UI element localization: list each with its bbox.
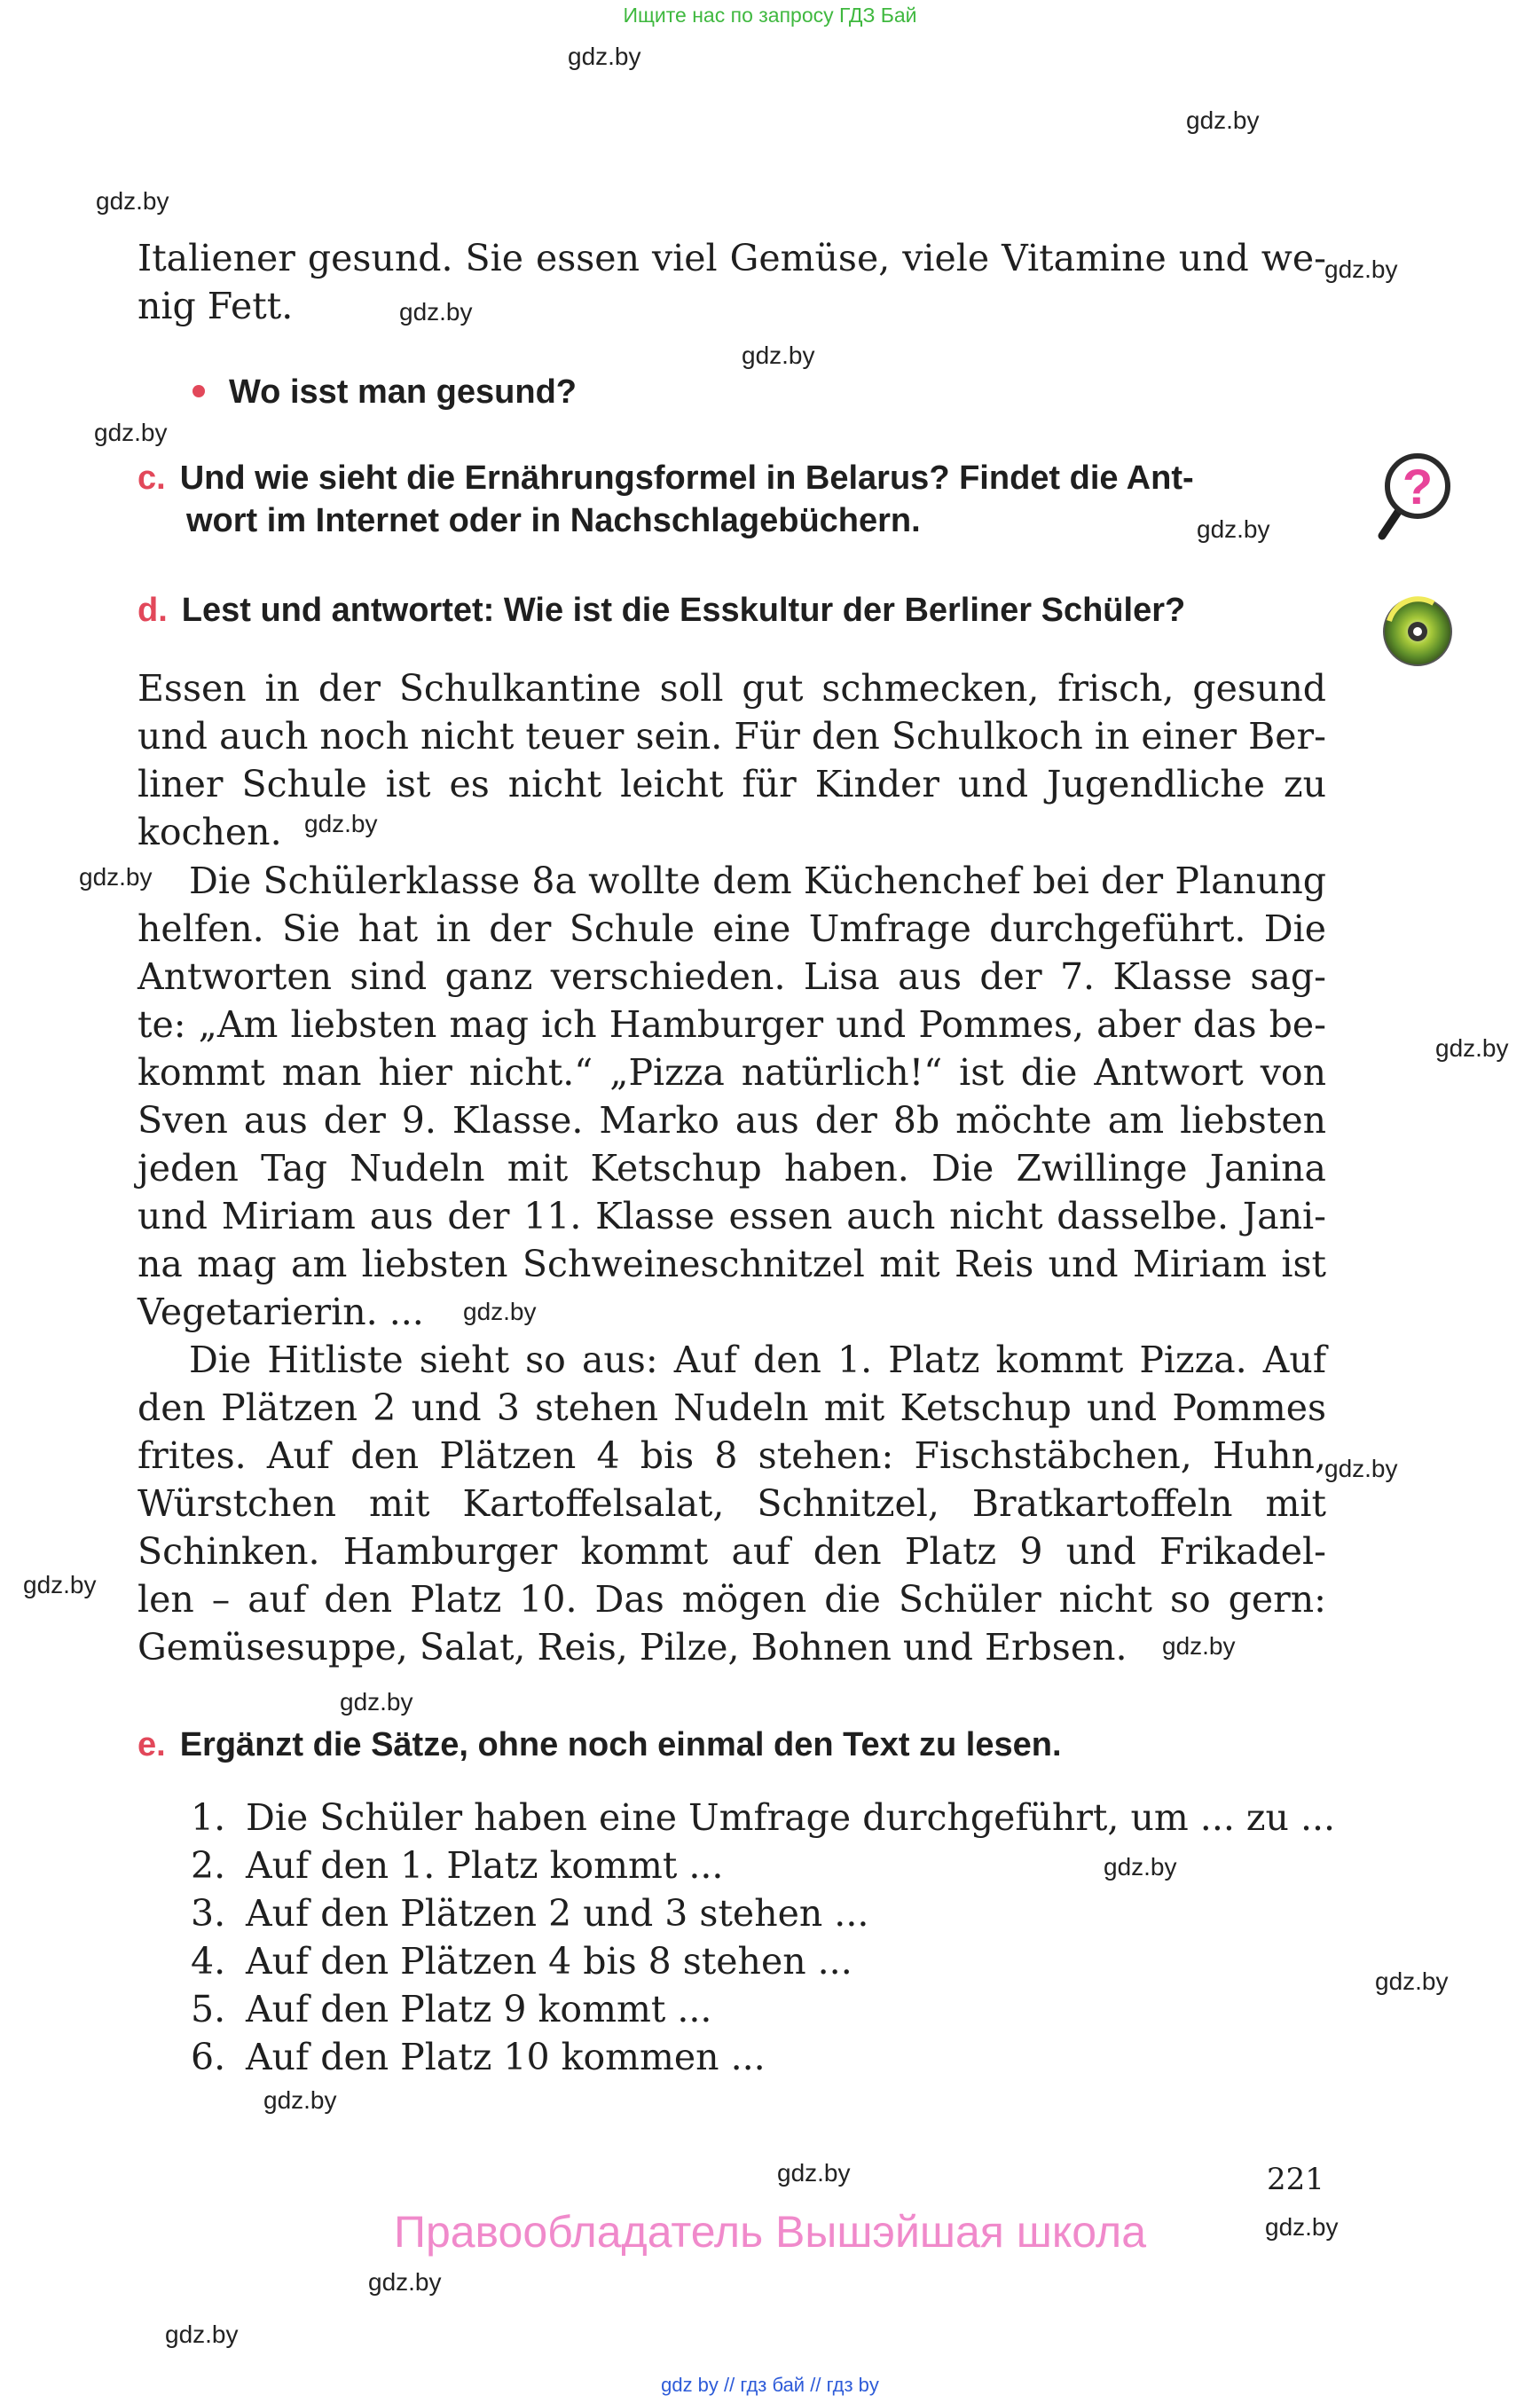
text-line: Vegetarierin. ...	[138, 1291, 424, 1333]
watermark: gdz.by	[1162, 1632, 1236, 1660]
list-number: 4.	[191, 1940, 226, 1983]
watermark: gdz.by	[742, 342, 815, 369]
task-letter: c.	[138, 459, 166, 497]
task-d-text: Lest und antwortet: Wie ist die Esskultur der Berliner Schüler?	[181, 592, 1186, 629]
task-d	[138, 589, 1185, 632]
link-gdz-bai[interactable]: гдз бай	[740, 2374, 805, 2396]
text-line: Gemüsesuppe, Salat, Reis, Pilze, Bohnen und Erbsen.	[138, 1626, 1128, 1669]
text-line: te: „Am liebsten mag ich Hamburger und Pommes, aber das be-	[138, 1003, 1326, 1046]
text-line: helfen. Sie hat in der Schule eine Umfrage durchgeführt. Die	[138, 907, 1326, 950]
watermark: gdz.by	[79, 863, 153, 891]
watermark: gdz.by	[1324, 1455, 1398, 1482]
list-text: Auf den Plätzen 4 bis 8 stehen ...	[246, 1940, 852, 1983]
text-line: Schinken. Hamburger kommt auf den Platz 9 und Frikadel-	[138, 1530, 1326, 1573]
page-number: 221	[1267, 2162, 1324, 2197]
text-line: Sven aus der 9. Klasse. Marko aus der 8b möchte am liebsten	[138, 1099, 1326, 1142]
text-line: und Miriam aus der 11. Klasse essen auch nicht dasselbe. Jani-	[138, 1195, 1326, 1237]
list-text: Auf den Platz 9 kommt ...	[246, 1988, 712, 2030]
list-item	[191, 1794, 1335, 1842]
text-line: Würstchen mit Kartoffelsalat, Schnitzel, Bratkartoffeln mit	[138, 1482, 1326, 1525]
watermark: gdz.by	[23, 1571, 97, 1598]
watermark: gdz.by	[1265, 2213, 1339, 2241]
watermark: gdz.by	[368, 2268, 442, 2296]
watermark: gdz.by	[340, 1688, 413, 1716]
text-line: Die Schülerklasse 8a wollte dem Küchenchef bei der Planung	[189, 860, 1326, 902]
list-number: 1.	[191, 1796, 226, 1839]
copyright-footer: Правообладатель Вышэйшая школа	[394, 2207, 1146, 2257]
bullet-dot	[192, 385, 205, 397]
watermark: gdz.by	[1104, 1853, 1177, 1881]
task-e	[138, 1724, 1062, 1766]
link-separator: //	[810, 2374, 821, 2396]
watermark: gdz.by	[1435, 1034, 1509, 1062]
watermark: gdz.by	[1375, 1967, 1449, 1995]
header-note: Ищите нас по запросу ГДЗ Бай	[623, 4, 917, 27]
list-text: Auf den 1. Platz kommt ...	[246, 1844, 724, 1887]
task-letter: e.	[138, 1726, 166, 1763]
task-e-text: Ergänzt die Sätze, ohne noch einmal den Text zu lesen.	[179, 1726, 1062, 1763]
text-line: frites. Auf den Plätzen 4 bis 8 stehen: Fischstäbchen, Huhn,	[138, 1434, 1326, 1477]
text-line: liner Schule ist es nicht leicht für Kinder und Jugendliche zu	[138, 763, 1326, 805]
watermark: gdz.by	[568, 43, 641, 70]
list-number: 6.	[191, 2036, 226, 2078]
task-c	[138, 457, 1194, 499]
watermark: gdz.by	[1324, 255, 1398, 283]
list-number: 5.	[191, 1988, 226, 2030]
watermark: gdz.by	[165, 2321, 239, 2348]
watermark: gdz.by	[777, 2159, 851, 2187]
text-line: len – auf den Platz 10. Das mögen die Schüler nicht so gern:	[138, 1578, 1326, 1621]
list-number: 3.	[191, 1892, 226, 1935]
cd-audio-icon	[1380, 594, 1455, 669]
svg-text:?: ?	[1402, 459, 1434, 514]
list-number: 2.	[191, 1844, 226, 1887]
watermark: gdz.by	[304, 810, 378, 837]
list-text: Auf den Platz 10 kommen ...	[246, 2036, 766, 2078]
intro-line: Italiener gesund. Sie essen viel Gemüse, viele Vitamine und we-	[138, 237, 1326, 279]
magnifier-question-icon	[1377, 451, 1451, 543]
text-line: na mag am liebsten Schweineschnitzel mit Reis und Miriam ist	[138, 1243, 1326, 1285]
watermark: gdz.by	[94, 419, 168, 446]
text-line: und auch noch nicht teuer sein. Für den Schulkoch in einer Ber-	[138, 715, 1326, 758]
link-separator: //	[724, 2374, 735, 2396]
list-item	[191, 1889, 868, 1937]
list-item	[191, 2033, 766, 2081]
task-c-line: wort im Internet oder in Nachschlagebüchern.	[186, 502, 921, 539]
text-line: Essen in der Schulkantine soll gut schmecken, frisch, gesund	[138, 667, 1326, 710]
watermark: gdz.by	[399, 298, 473, 326]
watermark: gdz.by	[1186, 106, 1260, 134]
list-item	[191, 1985, 711, 2033]
list-item	[191, 1842, 723, 1889]
list-text: Auf den Plätzen 2 und 3 stehen ...	[246, 1892, 869, 1935]
intro-line: nig Fett.	[138, 285, 294, 327]
watermark: gdz.by	[96, 187, 169, 215]
task-c-line: Und wie sieht die Ernährungsformel in Belarus? Findet die Ant-	[179, 459, 1194, 497]
text-line: Antworten sind ganz verschieden. Lisa aus der 7. Klasse sag-	[138, 955, 1326, 998]
text-line: kochen.	[138, 811, 282, 853]
watermark: gdz.by	[263, 2086, 337, 2114]
list-item	[191, 1937, 852, 1985]
link-gdz-by[interactable]: гдз by	[826, 2374, 879, 2396]
task-letter: d.	[138, 592, 168, 629]
link-gdz[interactable]: gdz by	[661, 2374, 719, 2396]
list-text: Die Schüler haben eine Umfrage durchgeführt, um ... zu ...	[246, 1796, 1336, 1839]
watermark: gdz.by	[1197, 515, 1270, 543]
text-line: Die Hitliste sieht so aus: Auf den 1. Platz kommt Pizza. Auf	[189, 1339, 1326, 1381]
bullet-question: Wo isst man gesund?	[229, 373, 578, 411]
text-line: jeden Tag Nudeln mit Ketschup haben. Die Zwillinge Janina	[138, 1147, 1326, 1190]
text-line: kommt man hier nicht.“ „Pizza natürlich!“ ist die Antwort von	[138, 1051, 1326, 1094]
text-line: den Plätzen 2 und 3 stehen Nudeln mit Ketschup und Pommes	[138, 1386, 1326, 1429]
bottom-links	[0, 2374, 1540, 2397]
watermark: gdz.by	[463, 1298, 537, 1325]
